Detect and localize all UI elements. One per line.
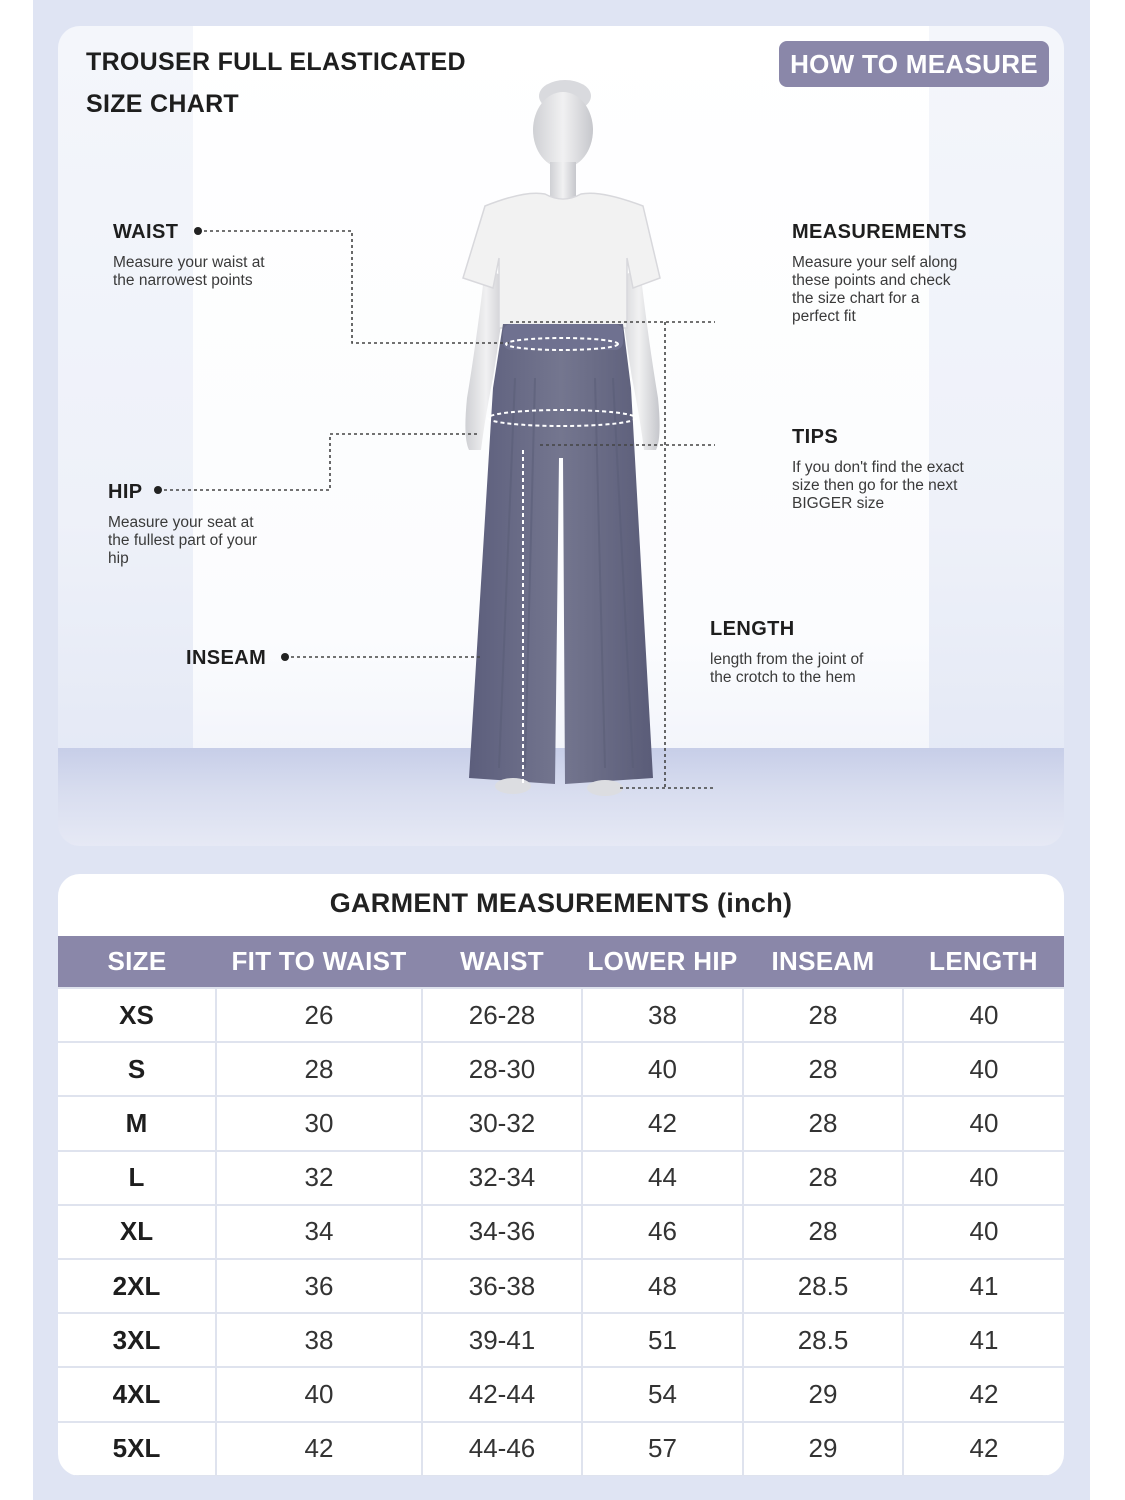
table-row bbox=[58, 1367, 1064, 1421]
cell-waist: 32-34 bbox=[422, 1151, 582, 1205]
cell-waist: 28-30 bbox=[422, 1042, 582, 1096]
table-body bbox=[58, 988, 1064, 1476]
measurements-description: Measure your self along these points and check the size chart for a perfect fit bbox=[792, 254, 958, 325]
cell-inseam: 29 bbox=[743, 1367, 903, 1421]
cell-lower-hip: 46 bbox=[582, 1205, 743, 1259]
cell-waist: 42-44 bbox=[422, 1367, 582, 1421]
cell-inseam: 28 bbox=[743, 988, 903, 1042]
mannequin-head bbox=[533, 92, 593, 168]
cell-inseam: 28.5 bbox=[743, 1259, 903, 1313]
header-lower-hip: LOWER HIP bbox=[582, 936, 743, 988]
hip-label: HIP bbox=[108, 481, 143, 503]
header-fit-to-waist: FIT TO WAIST bbox=[216, 936, 422, 988]
hip-description: Measure your seat at the fullest part of your hip bbox=[108, 514, 258, 567]
cell-fit-to-waist: 28 bbox=[216, 1042, 422, 1096]
waist-label: WAIST bbox=[113, 221, 179, 243]
cell-waist: 44-46 bbox=[422, 1422, 582, 1476]
cell-lower-hip: 42 bbox=[582, 1096, 743, 1150]
cell-lower-hip: 38 bbox=[582, 988, 743, 1042]
cell-inseam: 28 bbox=[743, 1205, 903, 1259]
cell-size: 2XL bbox=[58, 1259, 216, 1313]
cell-size: L bbox=[58, 1151, 216, 1205]
cell-waist: 26-28 bbox=[422, 988, 582, 1042]
header-size: SIZE bbox=[58, 936, 216, 988]
cell-size: XL bbox=[58, 1205, 216, 1259]
table-row bbox=[58, 1042, 1064, 1096]
cell-fit-to-waist: 42 bbox=[216, 1422, 422, 1476]
cell-lower-hip: 48 bbox=[582, 1259, 743, 1313]
cell-lower-hip: 51 bbox=[582, 1313, 743, 1367]
cell-inseam: 29 bbox=[743, 1422, 903, 1476]
table-title: GARMENT MEASUREMENTS (inch) bbox=[329, 888, 793, 918]
cell-size: S bbox=[58, 1042, 216, 1096]
cell-inseam: 28 bbox=[743, 1042, 903, 1096]
cell-fit-to-waist: 26 bbox=[216, 988, 422, 1042]
cell-length: 40 bbox=[903, 1096, 1064, 1150]
cell-fit-to-waist: 38 bbox=[216, 1313, 422, 1367]
waistband bbox=[503, 324, 623, 350]
length-label: LENGTH bbox=[710, 618, 795, 640]
cell-waist: 39-41 bbox=[422, 1313, 582, 1367]
cell-size: M bbox=[58, 1096, 216, 1150]
cell-fit-to-waist: 30 bbox=[216, 1096, 422, 1150]
garment-measurements-card bbox=[58, 874, 1064, 1476]
chart-subtitle: SIZE CHART bbox=[86, 90, 239, 118]
cell-lower-hip: 54 bbox=[582, 1367, 743, 1421]
cell-lower-hip: 40 bbox=[582, 1042, 743, 1096]
cell-length: 40 bbox=[903, 988, 1064, 1042]
cell-waist: 34-36 bbox=[422, 1205, 582, 1259]
cell-fit-to-waist: 34 bbox=[216, 1205, 422, 1259]
cell-length: 40 bbox=[903, 1205, 1064, 1259]
tips-description: If you don't find the exact size then go for the next BIGGER size bbox=[792, 459, 964, 512]
trousers bbox=[469, 324, 653, 784]
header-length: LENGTH bbox=[903, 936, 1064, 988]
cell-lower-hip: 44 bbox=[582, 1151, 743, 1205]
cell-length: 42 bbox=[903, 1367, 1064, 1421]
cell-waist: 36-38 bbox=[422, 1259, 582, 1313]
how-to-measure-button[interactable]: HOW TO MEASURE bbox=[779, 41, 1049, 87]
cell-size: 5XL bbox=[58, 1422, 216, 1476]
mannequin-figure bbox=[455, 78, 670, 800]
left-foot bbox=[495, 778, 531, 794]
size-table bbox=[58, 936, 1064, 1476]
cell-fit-to-waist: 40 bbox=[216, 1367, 422, 1421]
cell-inseam: 28.5 bbox=[743, 1313, 903, 1367]
inseam-label: INSEAM bbox=[186, 647, 267, 669]
header-inseam: INSEAM bbox=[743, 936, 903, 988]
cell-length: 41 bbox=[903, 1313, 1064, 1367]
right-foot bbox=[587, 780, 623, 796]
table-row bbox=[58, 1151, 1064, 1205]
length-description: length from the joint of the crotch to the hem bbox=[710, 651, 864, 686]
cell-inseam: 28 bbox=[743, 1151, 903, 1205]
table-row bbox=[58, 1313, 1064, 1367]
tips-label: TIPS bbox=[792, 426, 839, 448]
cell-length: 40 bbox=[903, 1151, 1064, 1205]
table-header-row bbox=[58, 936, 1064, 988]
chart-title: TROUSER FULL ELASTICATED bbox=[86, 48, 466, 76]
header-waist: WAIST bbox=[422, 936, 582, 988]
table-row bbox=[58, 1096, 1064, 1150]
waist-description: Measure your waist at the narrowest points bbox=[113, 254, 265, 289]
table-row bbox=[58, 1205, 1064, 1259]
cell-inseam: 28 bbox=[743, 1096, 903, 1150]
measurements-label: MEASUREMENTS bbox=[792, 221, 967, 243]
table-row bbox=[58, 1422, 1064, 1476]
table-row bbox=[58, 1259, 1064, 1313]
cell-fit-to-waist: 32 bbox=[216, 1151, 422, 1205]
cell-length: 42 bbox=[903, 1422, 1064, 1476]
cell-fit-to-waist: 36 bbox=[216, 1259, 422, 1313]
cell-length: 40 bbox=[903, 1042, 1064, 1096]
mannequin-neck bbox=[550, 162, 576, 198]
cell-size: 3XL bbox=[58, 1313, 216, 1367]
cell-size: 4XL bbox=[58, 1367, 216, 1421]
cell-size: XS bbox=[58, 988, 216, 1042]
table-row bbox=[58, 988, 1064, 1042]
cell-lower-hip: 57 bbox=[582, 1422, 743, 1476]
cell-waist: 30-32 bbox=[422, 1096, 582, 1150]
cell-length: 41 bbox=[903, 1259, 1064, 1313]
